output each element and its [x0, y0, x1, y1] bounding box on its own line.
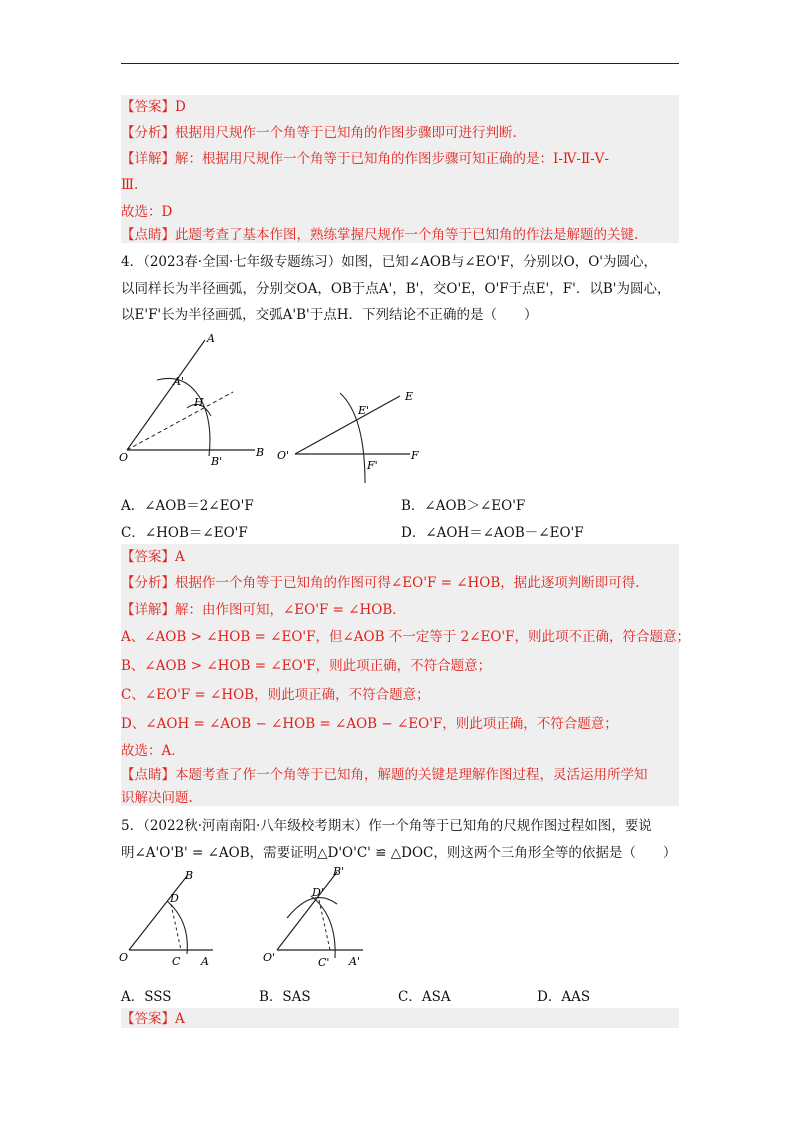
q3-comment: [121, 226, 638, 244]
analysis-tag: 【分析】: [121, 125, 175, 141]
label-D: D: [170, 892, 179, 905]
label-Dprime: D': [312, 886, 324, 899]
q4-stem-line2: 以同样长为半径画弧，分别交OA，OB于点A'，B'，交O'E，O'F于点E'，F'．以B'为圆心，: [121, 281, 671, 297]
q3-detail: [121, 150, 609, 168]
detail-text: 解：由作图可知，∠EO'F = ∠HOB．: [175, 602, 406, 618]
q4-stem-line1: 4．（2023春·全国·七年级专题练习）如图，已知∠AOB与∠EO'F，分别以O，O'为圆心，: [121, 254, 657, 270]
label-Eprime: E': [358, 404, 370, 417]
label-O: O: [119, 451, 129, 464]
label-B: B: [256, 446, 265, 459]
label-H: H: [194, 396, 204, 409]
comment-text: 此题考查了基本作图，熟练掌握尺规作一个角等于已知角的作法是解题的关键.: [175, 227, 639, 243]
q4-comment-cont: 识解决问题.: [121, 790, 193, 806]
q4-item-d: D、∠AOH = ∠AOB − ∠HOB = ∠AOB − ∠EO'F，则此项正确，不符合题意；: [121, 716, 618, 732]
label-Cprime: C': [318, 956, 330, 969]
q4-option-b: B．∠AOB＞∠EO'F: [401, 498, 526, 514]
q4-analysis: [121, 574, 640, 592]
q5-option-d: D．AAS: [537, 989, 591, 1005]
q3-detail-cont: Ⅲ.: [121, 177, 139, 193]
comment-tag: 【点睛】: [121, 767, 175, 783]
label-O: O: [119, 951, 129, 964]
q5-option-b: B．SAS: [259, 989, 311, 1005]
comment-text: 本题考查了作一个角等于已知角，解题的关键是理解作图过程，灵活运用所学知: [175, 767, 648, 783]
label-C: C: [172, 955, 181, 968]
answer-value: A: [175, 549, 185, 565]
label-Oprime: O': [263, 951, 276, 964]
q5-option-a: A．SSS: [121, 989, 172, 1005]
header-rule: [121, 63, 679, 64]
q5-figure: [115, 866, 385, 976]
label-B: B: [185, 869, 194, 882]
label-A: A: [201, 955, 209, 968]
answer-tag: 【答案】: [121, 549, 175, 565]
detail-tag: 【详解】: [121, 151, 175, 167]
label-Oprime: O': [277, 449, 290, 462]
q3-analysis: [121, 124, 517, 142]
analysis-text: 根据用尺规作一个角等于已知角的作图步骤即可进行判断.: [175, 125, 517, 141]
analysis-tag: 【分析】: [121, 575, 175, 591]
q4-comment: [121, 766, 648, 784]
q4-item-a: A、∠AOB > ∠HOB = ∠EO'F，但∠AOB 不一定等于 2∠EO'F，则此项不正确，符合题意；: [121, 629, 691, 645]
detail-text: 解：根据用尺规作一个角等于已知角的作图步骤可知正确的是：Ⅰ-Ⅳ-Ⅱ-Ⅴ-: [175, 151, 609, 167]
answer-value: A: [175, 1011, 185, 1027]
answer-value: D: [175, 99, 186, 115]
label-E: E: [405, 390, 414, 403]
label-Bprime: B': [333, 866, 345, 878]
q5-stem-line2: 明∠A'O'B' = ∠AOB，需要证明△D'O'C' ≌ △DOC，则这两个三角形全等的依据是（ ）: [121, 845, 677, 861]
answer-tag: 【答案】: [121, 1011, 175, 1027]
analysis-text: 根据作一个角等于已知角的作图可得∠EO'F = ∠HOB，据此逐项判断即可得.: [175, 575, 640, 591]
q4-stem-line3: 以E'F'长为半径画弧，交弧A'B'于点H．下列结论不正确的是（ ）: [121, 307, 538, 323]
label-A: A: [207, 332, 215, 345]
q5-solution-block: [121, 1008, 679, 1028]
label-Bprime: B': [211, 455, 223, 468]
label-Aprime: A': [173, 375, 184, 388]
q3-choose: 故选：D: [121, 204, 173, 220]
q5-option-c: C．ASA: [398, 989, 451, 1005]
answer-tag: 【答案】: [121, 99, 175, 115]
q5-answer: [121, 1010, 185, 1028]
q4-item-c: C、∠EO'F = ∠HOB，则此项正确，不符合题意；: [121, 687, 430, 703]
label-Fprime: F': [367, 459, 378, 472]
detail-tag: 【详解】: [121, 602, 175, 618]
q3-solution-block: [121, 95, 679, 243]
q4-option-c: C．∠HOB＝∠EO'F: [121, 525, 248, 541]
label-F: F: [411, 449, 419, 462]
q4-choose: 故选：A．: [121, 743, 185, 759]
q4-option-d: D．∠AOH＝∠AOB－∠EO'F: [401, 525, 584, 541]
q4-answer: [121, 548, 185, 566]
q4-figure: [115, 328, 435, 483]
q3-answer: [121, 98, 186, 116]
q4-detail: [121, 601, 406, 619]
label-Aprime: A': [349, 955, 360, 968]
q4-item-b: B、∠AOB > ∠HOB = ∠EO'F，则此项正确，不符合题意；: [121, 658, 492, 674]
comment-tag: 【点睛】: [121, 227, 175, 243]
q4-option-a: A．∠AOB＝2∠EO'F: [121, 498, 254, 514]
q5-stem-line1: 5．（2022秋·河南南阳·八年级校考期末）作一个角等于已知角的尺规作图过程如图，要说: [121, 818, 652, 834]
